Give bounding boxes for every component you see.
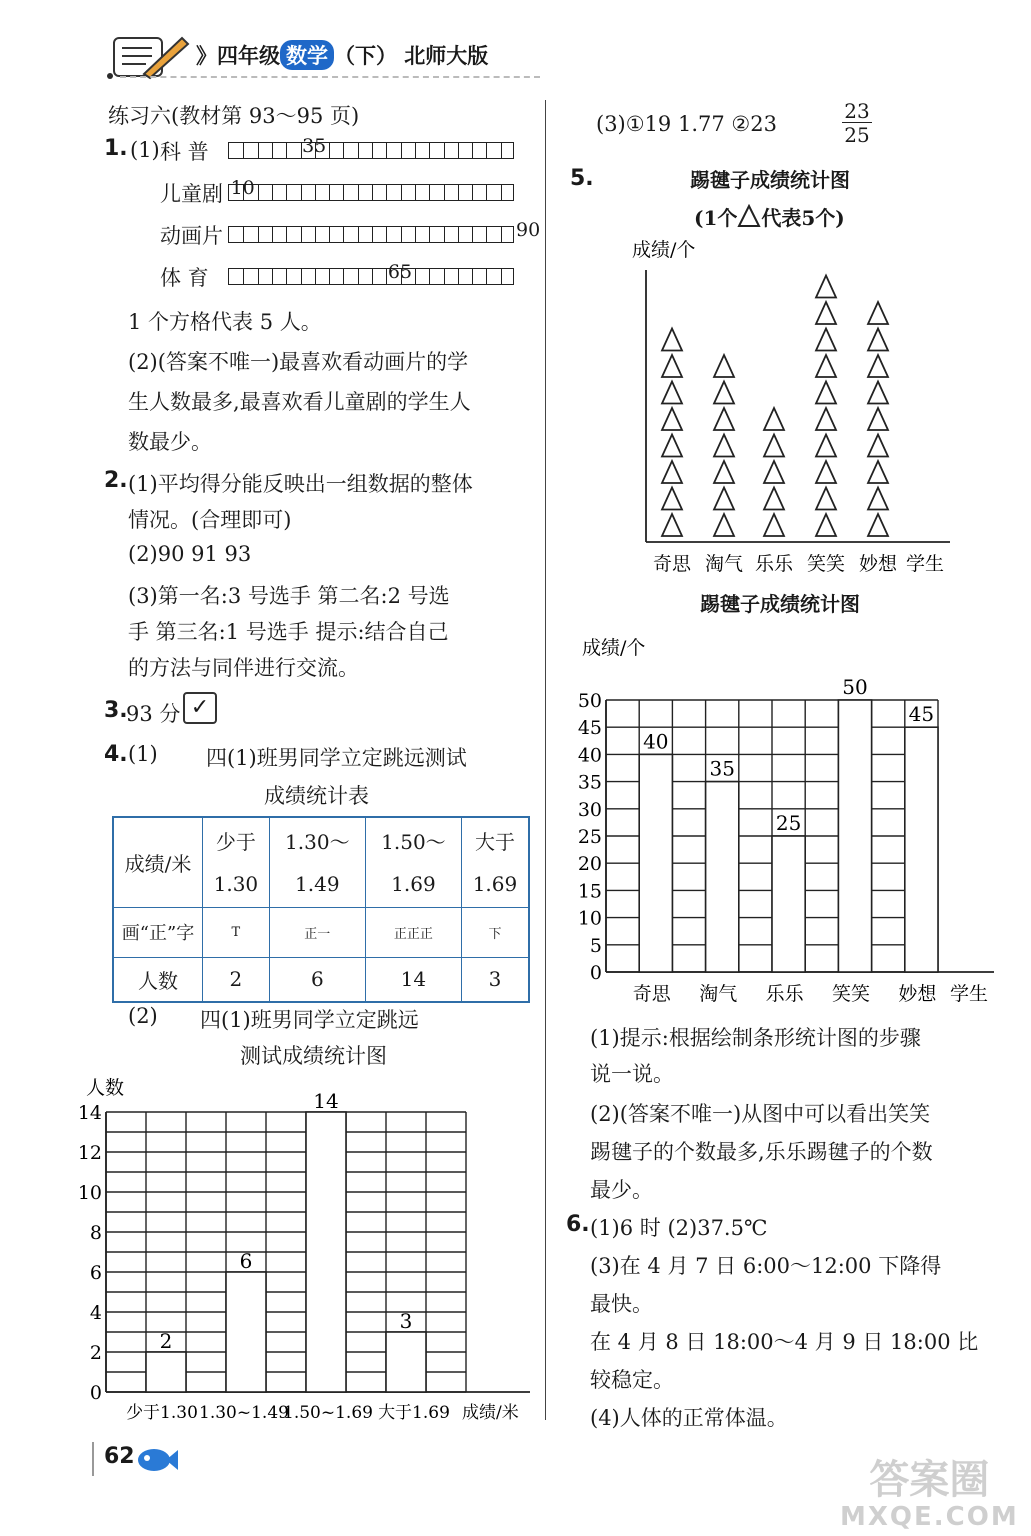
table-col2-bottom: 1.49 bbox=[269, 862, 365, 907]
q1-note: 1 个方格代表 5 人。 bbox=[128, 310, 322, 334]
q2-number: 2. bbox=[104, 468, 128, 493]
x-tick-label: 淘气 bbox=[699, 983, 738, 1005]
triangle-mark bbox=[868, 355, 888, 377]
tally-cell-line bbox=[486, 269, 487, 284]
tally-cell-line bbox=[272, 143, 273, 158]
y-tick-label: 40 bbox=[577, 744, 602, 767]
tally-cell-line bbox=[343, 143, 344, 158]
q6-line-5: 较稳定。 bbox=[590, 1368, 674, 1392]
table-header-score: 成绩/米 bbox=[113, 817, 203, 907]
x-tick-label: 笑笑 bbox=[831, 983, 871, 1005]
triangle-mark bbox=[714, 355, 734, 377]
triangle-mark bbox=[662, 435, 682, 457]
triangle-mark bbox=[816, 514, 836, 536]
triangle-mark bbox=[816, 302, 836, 324]
bar bbox=[146, 1352, 186, 1392]
tally-cell-line bbox=[429, 227, 430, 242]
tally-cell-line bbox=[301, 185, 302, 200]
y-tick-label: 14 bbox=[77, 1102, 102, 1124]
triangle-mark bbox=[714, 461, 734, 483]
table-header-count: 人数 bbox=[113, 957, 203, 1002]
x-tick-label: 少于1.30 bbox=[126, 1403, 198, 1423]
tally-cell-line bbox=[458, 227, 459, 242]
q3-checkbox: ✓ bbox=[183, 692, 217, 724]
x-tick-label: 乐乐 bbox=[765, 983, 804, 1005]
q4-part2-label: (2) bbox=[128, 1004, 158, 1028]
y-tick-label: 30 bbox=[577, 798, 602, 821]
triangle-mark bbox=[816, 355, 836, 377]
q5-line-3: (2)(答案不唯一)从图中可以看出笑笑 bbox=[590, 1102, 931, 1126]
bar-value-label: 25 bbox=[775, 811, 802, 835]
x-tick-label: 笑笑 bbox=[806, 553, 846, 575]
triangle-mark bbox=[868, 329, 888, 351]
table-header-tally: 画“正”字 bbox=[113, 907, 203, 957]
kick-pictograph bbox=[620, 234, 960, 584]
tally-cell-line bbox=[472, 227, 473, 242]
tally-cell-line bbox=[343, 227, 344, 242]
tally-cell-line bbox=[401, 143, 402, 158]
watermark-bottom: MXQE.COM bbox=[840, 1502, 1019, 1532]
tally-cell-line bbox=[272, 227, 273, 242]
table-tally-3: 正正正 bbox=[365, 907, 461, 957]
tally-cell-line bbox=[472, 269, 473, 284]
q6-line-2: (3)在 4 月 7 日 6:00～12:00 下降得 bbox=[590, 1254, 942, 1278]
tally-cell-line bbox=[329, 185, 330, 200]
y-tick-label: 15 bbox=[577, 880, 602, 903]
x-tick-label: 奇思 bbox=[632, 983, 671, 1005]
q1-number: 1. bbox=[104, 136, 128, 161]
triangle-mark bbox=[868, 435, 888, 457]
x-tick-label: 1.50~1.69 bbox=[283, 1403, 373, 1423]
tally-cell-line bbox=[386, 143, 387, 158]
bar bbox=[306, 1112, 346, 1392]
q2-line-4: (3)第一名:3 号选手 第二名:2 号选 bbox=[128, 584, 450, 608]
q6-line-3: 最快。 bbox=[590, 1292, 653, 1316]
y-axis-label: 人数 bbox=[86, 1077, 125, 1099]
q6-line-4: 在 4 月 8 日 18:00～4 月 9 日 18:00 比 bbox=[590, 1330, 979, 1354]
q6-line-6: (4)人体的正常体温。 bbox=[590, 1406, 788, 1430]
table-tally-4: 下 bbox=[461, 907, 529, 957]
tally-cell-line bbox=[501, 143, 502, 158]
tally-cell-line bbox=[358, 269, 359, 284]
tally-cell-line bbox=[243, 269, 244, 284]
q2-line-6: 的方法与同伴进行交流。 bbox=[128, 656, 359, 680]
bar bbox=[639, 754, 672, 972]
tally-row-bar bbox=[228, 226, 514, 243]
table-count-2: 6 bbox=[269, 957, 365, 1002]
q4-table-title-1: 四(1)班男同学立定跳远测试 bbox=[206, 746, 467, 770]
y-axis-label: 成绩/个 bbox=[582, 637, 646, 659]
tally-cell-line bbox=[358, 185, 359, 200]
table-count-4: 3 bbox=[461, 957, 529, 1002]
q1-part2-line-3: 数最少。 bbox=[128, 430, 212, 454]
q2-line-2: 情况。(合理即可) bbox=[128, 508, 292, 532]
header-ear: 》 bbox=[196, 44, 217, 68]
footer-bar bbox=[92, 1440, 202, 1480]
x-axis-label: 学生 bbox=[950, 983, 989, 1005]
legend-text-a: (1个 bbox=[694, 206, 738, 230]
tally-cell-line bbox=[358, 143, 359, 158]
page-number: 62 bbox=[104, 1444, 135, 1469]
table-col2-top: 1.30～ bbox=[269, 817, 365, 862]
x-axis-label: 学生 bbox=[906, 553, 945, 575]
tally-cell-line bbox=[401, 227, 402, 242]
tally-cell-line bbox=[272, 185, 273, 200]
triangle-mark bbox=[816, 329, 836, 351]
triangle-mark bbox=[662, 514, 682, 536]
y-tick-label: 35 bbox=[577, 771, 602, 794]
tally-cell-line bbox=[343, 269, 344, 284]
q4-chart-title-2: 测试成绩统计图 bbox=[240, 1044, 387, 1068]
q6-line-1: (1)6 时 (2)37.5℃ bbox=[590, 1216, 768, 1240]
q1-part2-line-1: (2)(答案不唯一)最喜欢看动画片的学 bbox=[128, 350, 469, 374]
notebook-pencil-icon bbox=[100, 30, 196, 80]
table-col4-bottom: 1.69 bbox=[461, 862, 529, 907]
triangle-mark bbox=[868, 488, 888, 510]
tally-cell-line bbox=[372, 143, 373, 158]
tally-cell-line bbox=[486, 143, 487, 158]
tally-row-bar bbox=[228, 184, 514, 201]
triangle-legend-icon bbox=[737, 204, 761, 228]
triangle-mark bbox=[868, 302, 888, 324]
x-tick-label: 乐乐 bbox=[754, 553, 794, 575]
tally-row-label: 体 育 bbox=[160, 266, 209, 290]
bar-value-label: 6 bbox=[239, 1249, 253, 1273]
tally-cell-line bbox=[444, 143, 445, 158]
table-col1-top: 少于 bbox=[203, 817, 270, 862]
q5-number: 5. bbox=[570, 166, 594, 191]
bar bbox=[905, 727, 938, 972]
bar-value-label: 35 bbox=[709, 756, 735, 781]
q1-part1-label: (1) bbox=[130, 138, 160, 162]
tally-cell-line bbox=[286, 227, 287, 242]
q4-number: 4. bbox=[104, 742, 128, 767]
tally-cell-line bbox=[415, 269, 416, 284]
tally-cell-line bbox=[315, 185, 316, 200]
tally-cell-line bbox=[358, 227, 359, 242]
tally-cell-line bbox=[286, 269, 287, 284]
tally-cell-line bbox=[301, 227, 302, 242]
triangle-mark bbox=[816, 276, 836, 298]
tally-cell-line bbox=[415, 227, 416, 242]
q3-answer: 93 分 bbox=[126, 702, 181, 726]
tally-cell-line bbox=[458, 143, 459, 158]
q2-line-3: (2)90 91 93 bbox=[128, 542, 252, 566]
tally-cell-line bbox=[286, 185, 287, 200]
tally-cell-line bbox=[501, 185, 502, 200]
triangle-mark bbox=[662, 382, 682, 404]
y-tick-label: 8 bbox=[89, 1222, 102, 1244]
table-tally-1: T bbox=[203, 907, 270, 957]
bar-value-label: 3 bbox=[399, 1309, 413, 1333]
y-tick-label: 25 bbox=[577, 826, 602, 848]
q5-line-4: 踢毽子的个数最多,乐乐踢毽子的个数 bbox=[590, 1140, 933, 1164]
tally-cell-line bbox=[444, 269, 445, 284]
bar bbox=[386, 1332, 426, 1392]
tally-row-value: 35 bbox=[302, 135, 327, 157]
y-tick-label: 20 bbox=[577, 853, 602, 876]
tally-row-value: 65 bbox=[387, 261, 413, 283]
stats-table bbox=[112, 816, 530, 1003]
q4-3-answer: (3)①19 1.77 ②23 bbox=[596, 112, 777, 136]
tally-row-value: 10 bbox=[230, 177, 255, 199]
tally-cell-line bbox=[243, 143, 244, 158]
triangle-mark bbox=[714, 382, 734, 404]
header-edition: （下） 北师大版 bbox=[334, 44, 489, 68]
q4-3-fraction bbox=[842, 100, 872, 147]
bar-chart-title: 踢毽子成绩统计图 bbox=[700, 592, 860, 616]
y-tick-label: 2 bbox=[89, 1342, 102, 1364]
tally-cell-line bbox=[458, 269, 459, 284]
tally-cell-line bbox=[372, 269, 373, 284]
tally-cell-line bbox=[372, 227, 373, 242]
header-grade: 四年级 bbox=[217, 44, 280, 68]
triangle-mark bbox=[816, 435, 836, 457]
header-subject-badge: 数学 bbox=[280, 40, 334, 70]
triangle-mark bbox=[764, 514, 784, 536]
x-tick-label: 大于1.69 bbox=[378, 1403, 450, 1423]
q3-number: 3. bbox=[104, 698, 128, 723]
bar bbox=[838, 700, 871, 972]
tally-cell-line bbox=[501, 227, 502, 242]
x-tick-label: 妙想 bbox=[898, 983, 937, 1005]
q4-table-title-2: 成绩统计表 bbox=[264, 784, 369, 808]
y-tick-label: 45 bbox=[577, 717, 602, 740]
header-rule bbox=[120, 76, 540, 78]
table-col3-bottom: 1.69 bbox=[365, 862, 461, 907]
table-tally-2: 正一 bbox=[269, 907, 365, 957]
tally-cell-line bbox=[272, 269, 273, 284]
tally-cell-line bbox=[343, 185, 344, 200]
tally-cell-line bbox=[315, 227, 316, 242]
tally-cell-line bbox=[329, 227, 330, 242]
triangle-mark bbox=[816, 408, 836, 430]
triangle-mark bbox=[816, 382, 836, 404]
bar bbox=[226, 1272, 266, 1392]
triangle-mark bbox=[764, 435, 784, 457]
tally-cell-line bbox=[329, 269, 330, 284]
jump-bar-chart bbox=[70, 1072, 540, 1432]
bar-value-label: 45 bbox=[908, 702, 935, 727]
y-axis-label: 成绩/个 bbox=[632, 239, 696, 261]
y-tick-label: 10 bbox=[577, 907, 602, 930]
table-count-3: 14 bbox=[365, 957, 461, 1002]
section-title: 练习六(教材第 93～95 页) bbox=[108, 104, 360, 128]
q4-chart-title-1: 四(1)班男同学立定跳远 bbox=[200, 1008, 419, 1032]
fraction-numerator: 23 bbox=[842, 100, 872, 123]
tally-cell-line bbox=[486, 227, 487, 242]
triangle-mark bbox=[868, 514, 888, 536]
x-tick-label: 1.30~1.49 bbox=[199, 1403, 289, 1423]
tally-cell-line bbox=[258, 143, 259, 158]
pictograph-legend bbox=[694, 202, 845, 231]
tally-cell-line bbox=[429, 185, 430, 200]
triangle-mark bbox=[868, 382, 888, 404]
triangle-mark bbox=[662, 329, 682, 351]
tally-cell-line bbox=[386, 227, 387, 242]
tally-cell-line bbox=[315, 269, 316, 284]
tally-cell-line bbox=[501, 269, 502, 284]
bar-value-label: 14 bbox=[313, 1089, 339, 1113]
table-count-1: 2 bbox=[203, 957, 270, 1002]
y-tick-label: 0 bbox=[89, 1382, 102, 1404]
tally-cell-line bbox=[286, 143, 287, 158]
y-tick-label: 0 bbox=[589, 962, 602, 984]
triangle-mark bbox=[714, 488, 734, 510]
q5-line-1 bbox=[590, 1022, 921, 1052]
watermark bbox=[840, 1458, 1019, 1532]
tally-cell-line bbox=[386, 185, 387, 200]
triangle-mark bbox=[764, 461, 784, 483]
triangle-mark bbox=[662, 488, 682, 510]
tally-row-value: 90 bbox=[516, 219, 541, 241]
header-title bbox=[196, 40, 488, 70]
triangle-mark bbox=[816, 488, 836, 510]
x-tick-label: 奇思 bbox=[652, 553, 692, 575]
triangle-mark bbox=[764, 408, 784, 430]
tally-cell-line bbox=[243, 227, 244, 242]
tally-row-bar bbox=[228, 142, 514, 159]
tally-cell-line bbox=[472, 185, 473, 200]
bar-value-label: 50 bbox=[842, 675, 868, 699]
tally-row-label: 动画片 bbox=[160, 224, 223, 248]
tally-cell-line bbox=[444, 185, 445, 200]
fraction-denominator: 25 bbox=[844, 123, 870, 147]
q1-part2-line-2: 生人数最多,最喜欢看儿童剧的学生人 bbox=[128, 390, 471, 414]
q5-line-2: 说一说。 bbox=[590, 1062, 674, 1086]
bar bbox=[772, 836, 805, 972]
tally-cell-line bbox=[301, 269, 302, 284]
watermark-top: 答案圈 bbox=[869, 1457, 990, 1503]
bar-value-label: 40 bbox=[643, 729, 669, 754]
x-tick-label: 妙想 bbox=[858, 553, 898, 575]
q5-line-5: 最少。 bbox=[590, 1178, 653, 1202]
y-tick-label: 6 bbox=[89, 1262, 102, 1284]
tally-cell-line bbox=[372, 185, 373, 200]
y-tick-label: 4 bbox=[89, 1302, 102, 1324]
bar-value-label: 2 bbox=[159, 1329, 173, 1353]
y-tick-label: 10 bbox=[77, 1182, 102, 1204]
tally-cell-line bbox=[429, 143, 430, 158]
footer-divider bbox=[92, 1442, 94, 1476]
bar bbox=[706, 782, 739, 972]
y-tick-label: 50 bbox=[577, 690, 602, 712]
triangle-mark bbox=[714, 514, 734, 536]
x-axis-label: 成绩/米 bbox=[462, 1403, 519, 1423]
x-tick-label: 淘气 bbox=[704, 553, 744, 575]
tally-cell-line bbox=[444, 227, 445, 242]
table-col3-top: 1.50～ bbox=[365, 817, 461, 862]
triangle-mark bbox=[662, 461, 682, 483]
table-col4-top: 大于 bbox=[461, 817, 529, 862]
tally-cell-line bbox=[258, 269, 259, 284]
tally-cell-line bbox=[486, 185, 487, 200]
y-tick-label: 12 bbox=[77, 1142, 102, 1164]
q4-part1-label: (1) bbox=[128, 742, 158, 766]
triangle-mark bbox=[714, 435, 734, 457]
triangle-mark bbox=[868, 408, 888, 430]
tally-cell-line bbox=[258, 185, 259, 200]
triangle-mark bbox=[764, 488, 784, 510]
table-col1-bottom: 1.30 bbox=[203, 862, 270, 907]
q6-number: 6. bbox=[566, 1212, 590, 1237]
triangle-mark bbox=[662, 408, 682, 430]
legend-text-b: 代表5个) bbox=[761, 206, 845, 230]
pictograph-title: 踢毽子成绩统计图 bbox=[690, 168, 850, 192]
tally-cell-line bbox=[429, 269, 430, 284]
triangle-mark bbox=[868, 461, 888, 483]
header-bar bbox=[100, 30, 540, 80]
q2-line-1: (1)平均得分能反映出一组数据的整体 bbox=[128, 472, 473, 496]
tally-cell-line bbox=[258, 227, 259, 242]
tally-cell-line bbox=[415, 143, 416, 158]
tally-cell-line bbox=[415, 185, 416, 200]
tally-cell-line bbox=[458, 185, 459, 200]
q5-line-1-text: (1)提示:根据绘制条形统计图的步骤 bbox=[590, 1026, 921, 1050]
triangle-mark bbox=[816, 461, 836, 483]
triangle-mark bbox=[714, 408, 734, 430]
tally-row-label: 儿童剧 bbox=[160, 182, 223, 206]
tally-row-bar bbox=[228, 268, 514, 285]
fish-logo-icon bbox=[136, 1446, 180, 1474]
triangle-mark bbox=[662, 355, 682, 377]
tally-cell-line bbox=[401, 185, 402, 200]
tally-cell-line bbox=[329, 143, 330, 158]
kick-bar-chart bbox=[572, 630, 1002, 1010]
column-divider bbox=[545, 100, 546, 1420]
y-tick-label: 5 bbox=[589, 934, 602, 957]
tally-row-label: 科 普 bbox=[160, 140, 209, 164]
tally-cell-line bbox=[472, 143, 473, 158]
q2-line-5: 手 第三名:1 号选手 提示:结合自己 bbox=[128, 620, 449, 644]
